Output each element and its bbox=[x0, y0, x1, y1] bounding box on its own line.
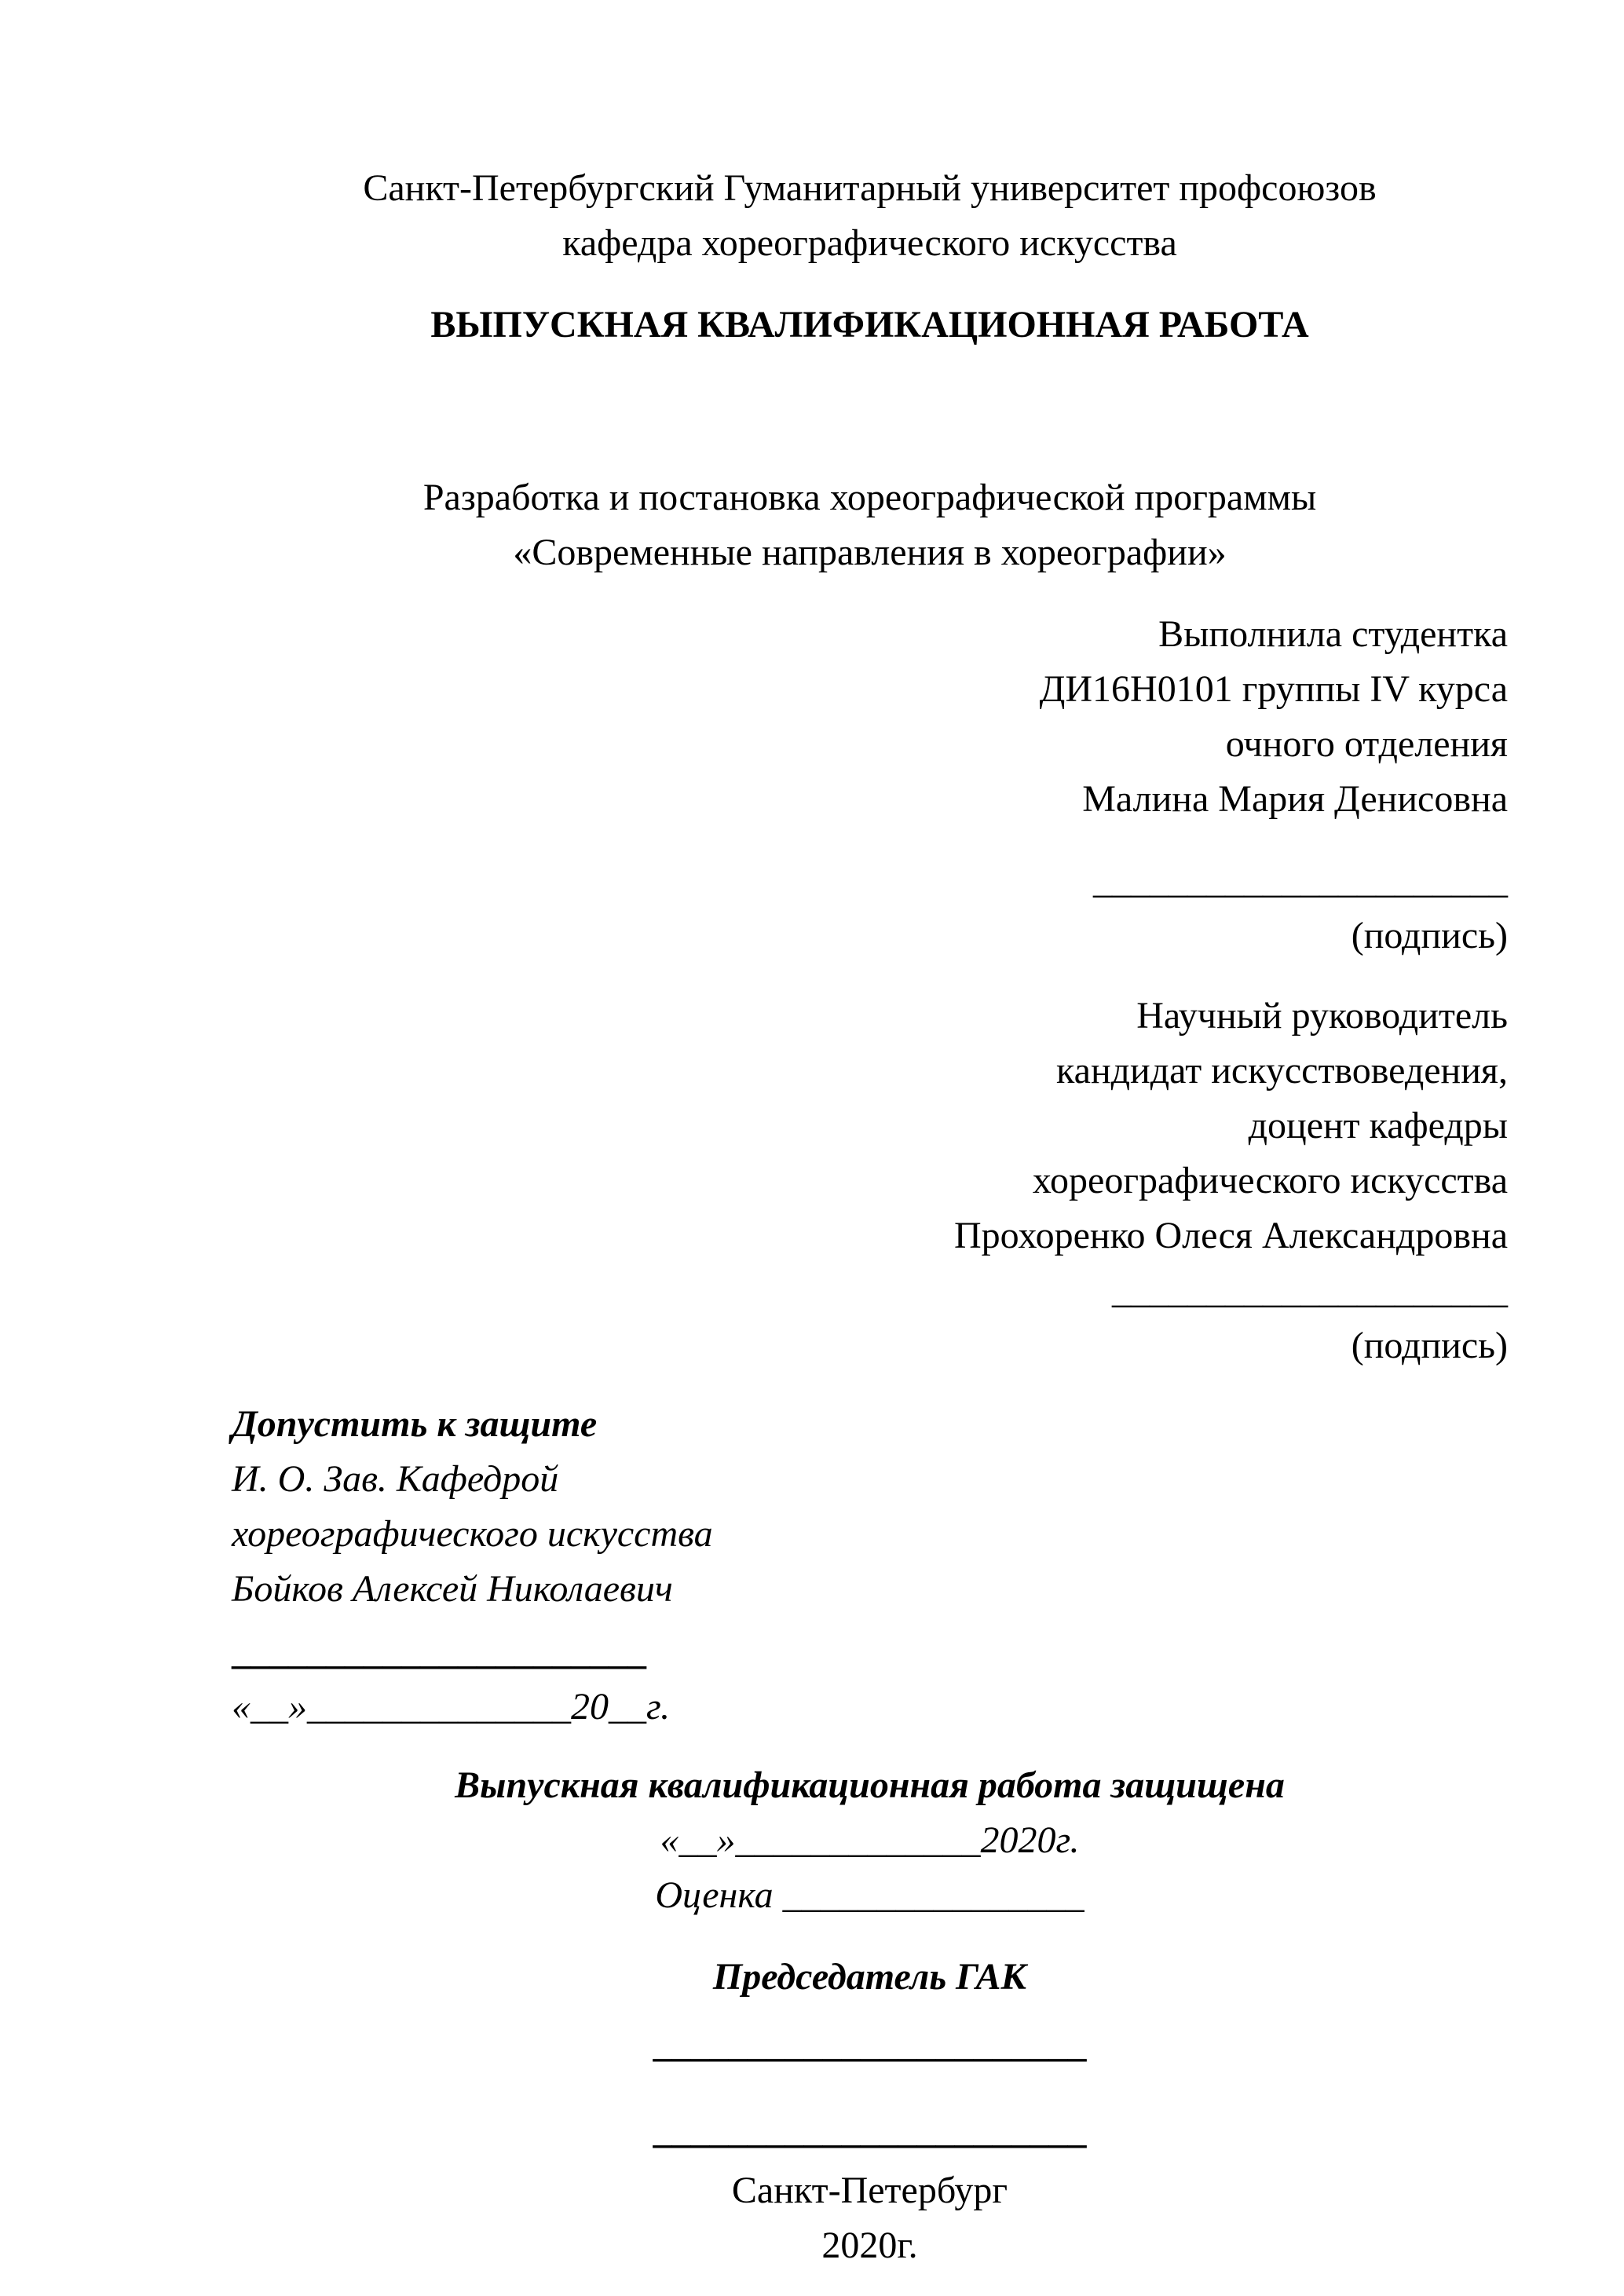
thesis-title-line1: Разработка и постановка хореографической программы bbox=[422, 477, 1317, 518]
student-block bbox=[232, 607, 1508, 963]
admission-heading: Допустить к защите bbox=[232, 1403, 598, 1445]
advisor-position: доцент кафедры bbox=[1248, 1105, 1508, 1146]
advisor-department: хореографического искусства bbox=[1032, 1160, 1508, 1201]
advisor-degree: кандидат искусствоведения, bbox=[1056, 1050, 1508, 1091]
admission-signature-line: ______________________ bbox=[232, 1631, 646, 1673]
thesis-title bbox=[232, 470, 1508, 580]
thesis-title-line2: «Современные направления в хореографии» bbox=[513, 532, 1227, 573]
student-group: ДИ16Н0101 группы IV курса bbox=[1039, 668, 1508, 710]
admission-department: хореографического искусства bbox=[232, 1513, 713, 1555]
admission-block bbox=[232, 1397, 1508, 1735]
department-name: кафедра хореографического искусства bbox=[562, 222, 1177, 264]
university-name: Санкт-Петербургский Гуманитарный университет профсоюзов bbox=[363, 167, 1377, 209]
admission-date-line: «__»______________20__г. bbox=[232, 1686, 671, 1727]
advisor-name: Прохоренко Олеся Александровна bbox=[953, 1215, 1508, 1256]
footer-city: Санкт-Петербург bbox=[731, 2170, 1008, 2211]
chairman-signature-line-1: _______________________ bbox=[653, 2024, 1087, 2065]
advisor-signature-line: _____________________ bbox=[1112, 1270, 1508, 1311]
chairman-signature-line-2: _______________________ bbox=[653, 2110, 1087, 2152]
defense-date-line: «__»_____________2020г. bbox=[660, 1819, 1080, 1861]
student-signature-line: ______________________ bbox=[1093, 860, 1508, 901]
advisor-block bbox=[232, 989, 1508, 1373]
document-footer bbox=[232, 2163, 1508, 2273]
advisor-role: Научный руководитель bbox=[1136, 995, 1508, 1036]
chairman-heading: Председатель ГАК bbox=[712, 1956, 1027, 1998]
student-role: Выполнила студентка bbox=[1158, 613, 1508, 655]
document-header bbox=[232, 161, 1508, 271]
student-name: Малина Мария Денисовна bbox=[1082, 778, 1508, 820]
footer-year: 2020г. bbox=[821, 2225, 918, 2266]
admission-head-name: Бойков Алексей Николаевич bbox=[232, 1568, 673, 1610]
admission-position: И. О. Зав. Кафедрой bbox=[232, 1458, 559, 1500]
advisor-signature-caption: (подпись) bbox=[1351, 1325, 1508, 1366]
work-type-title: ВЫПУСКНАЯ КВАЛИФИКАЦИОННАЯ РАБОТА bbox=[430, 304, 1309, 345]
student-signature-caption: (подпись) bbox=[1351, 915, 1508, 956]
defense-heading: Выпускная квалификационная работа защищена bbox=[455, 1764, 1285, 1806]
defense-grade-line: Оценка ________________ bbox=[655, 1874, 1084, 1916]
defense-block bbox=[232, 1758, 1508, 2159]
student-study-form: очного отделения bbox=[1225, 723, 1508, 765]
